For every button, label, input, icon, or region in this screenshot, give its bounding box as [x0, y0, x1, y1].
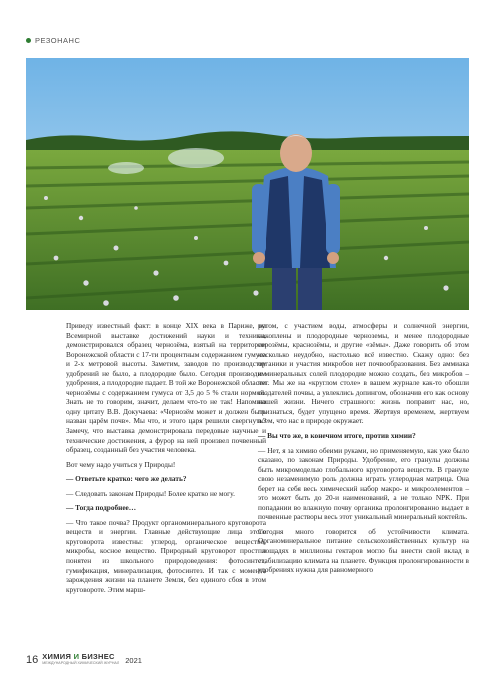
paragraph: Приведу известный факт: в конце XIX века в Париже, на Всемирной выставке достижений науки и техники, демонстрировался образец чернозёма, взятый на территории Воронежской области с 17-ти процентным содержанием гумуса и 2-х метровой высоты. Заметим, заводов по производству удобрений не было, а плодородие было. Сегодня производим удобрения, а плодородие падает. В той же Воронежской области чернозёмы с содержанием гумуса от 3,5 до 5 % стали нормой. Знать не то говорим, значит, делаем что-то не так! Напомню одну цитату В.В. Докучаева: «Чернозём может и должен быть назван царём почв». Мы что, и этого царя решили свергнуть? Замечу, что выставка демонстрировала передовые научные и технические достижения, а фурор на ней произвел почвенный образец, созданный без участия человека. [66, 321, 266, 455]
right-column [258, 321, 469, 580]
interview-question: — Вы что же, в конечном итоге, против химии? [258, 431, 416, 441]
paragraph: — Что такое почва? Продукт органоминерального круговорота веществ и энергии. Главные действующие лица этого круговорота известны: углерод, органическое вещество, микробы, косное вещество. Природный круговорот прост и понятен из школьного природоведения: фотосинтез, гумификация, минерализация, фотосинтез. И так с момента зарождения жизни на планете Земля, без единого сбоя в этом круговороте. Этим марш- [66, 517, 266, 594]
brand-word-2: БИЗНЕС [81, 652, 115, 661]
paragraph: Вот чему надо учиться у Природы! [66, 459, 176, 469]
magazine-logo [42, 653, 119, 667]
left-column [66, 321, 266, 599]
paragraph: — Следовать законам Природы! Более кратко не могу. [66, 488, 235, 498]
brand-word-1: ХИМИЯ [42, 652, 72, 661]
interview-question: — Тогда подробнее… [66, 503, 137, 513]
paragraph: рутом, с участием воды, атмосферы и солнечной энергии, накоплены и плодородные черноземы, и менее плодородные серозёмы, краснозёмы, и другие «зёмы». Даже говорить об этом несколько неудобно, настолько всё известно. Скажу одно: без органики и участия микробов нет почвообразования. Без аммиака и минеральных солей плодородие можно создать, без микробов – нет. Мы же на «круглом столе» в вашем журнале как-то обошли создателей почвы, а увлеклись допингом, обозначив его как основу нашей жизни. Ничего страшного: жизнь поправит нас, но, признаться, будет упущено время. Жертвуя временем, жертвуем всем, что нас в природе окружает. [258, 321, 469, 426]
paragraph: Сегодня много говорится об устойчивости климата. Органоминеральное питание сельскохозяйственных культур на площадях в миллионы гектаров могло бы внести свой вклад в стабилизацию климата на планете. Функция пролонгированности в удобрениях нужна для равномерного [258, 526, 469, 575]
section-dot-icon [26, 38, 31, 43]
article-photo [26, 58, 469, 310]
section-title: РЕЗОНАНС [35, 36, 81, 45]
page-number: 16 [26, 654, 39, 666]
interview-question: — Ответьте кратко: чего же делать? [66, 474, 187, 484]
issue-year: 2021 [125, 655, 142, 665]
photo-farmer-in-potato-field-icon [26, 58, 469, 310]
paragraph: — Нет, я за химию обеими руками, но применяемую, как уже было сказано, по законам Природы. Удобрение, его гранулы должны быть микромоделью глобального круговорота веществ. В грануле свою незаменимую роль должна играть углеродная матрица. Она берет на себя весь химический набор макро- и микроэлементов – это может быть до 20-и наименований, а не только NPK. При попадании во влажную почву органика пролонгированно выдает в почвенные растворы весь этот уникальный минеральный коктейль. [258, 445, 469, 522]
brand-subtitle: МЕЖДУНАРОДНЫЙ ХИМИЧЕСКИЙ ЖУРНАЛ [42, 661, 120, 665]
brand-conj: И [73, 652, 80, 661]
page-footer [26, 652, 469, 668]
section-label [26, 36, 80, 45]
